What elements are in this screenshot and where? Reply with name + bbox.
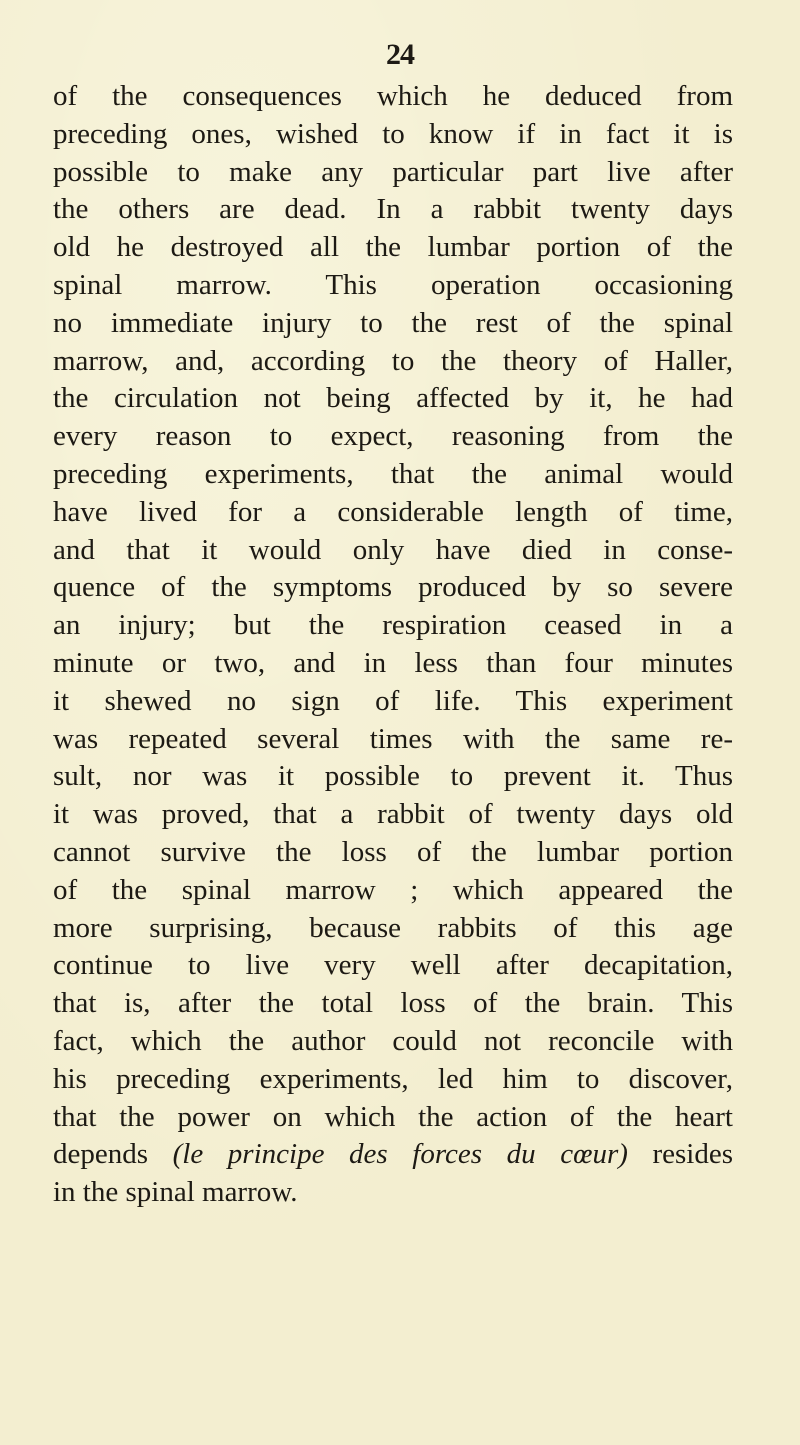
- text-segment: depends: [53, 1138, 173, 1171]
- text-line: minute or two, and in less than four minutes: [53, 646, 733, 679]
- text-line: preceding ones, wished to know if in fact it is: [53, 117, 733, 150]
- text-line: have lived for a considerable length of time,: [53, 495, 733, 528]
- text-line: spinal marrow. This operation occasioning: [53, 268, 733, 301]
- text-line: sult, nor was it possible to prevent it. Thus: [53, 760, 733, 793]
- text-line: the others are dead. In a rabbit twenty days: [53, 193, 733, 226]
- text-line: preceding experiments, that the animal would: [53, 457, 733, 490]
- text-line: was repeated several times with the same re-: [53, 722, 733, 755]
- text-line: it shewed no sign of life. This experiment: [53, 684, 733, 717]
- text-line-final: in the spinal marrow.: [53, 1176, 298, 1209]
- text-line: possible to make any particular part live after: [53, 155, 733, 188]
- text-line: cannot survive the loss of the lumbar portion: [53, 835, 733, 868]
- body-text: [53, 78, 733, 1212]
- text-line: continue to live very well after decapitation,: [53, 949, 733, 982]
- text-line: the circulation not being affected by it, he had: [53, 382, 733, 415]
- text-line: an injury; but the respiration ceased in a: [53, 609, 733, 642]
- text-line: that the power on which the action of the heart: [53, 1100, 733, 1133]
- text-line: it was proved, that a rabbit of twenty days old: [53, 798, 733, 831]
- text-line: and that it would only have died in conse-: [53, 533, 733, 566]
- text-line: marrow, and, according to the theory of Haller,: [53, 344, 733, 377]
- text-line: old he destroyed all the lumbar portion of the: [53, 231, 733, 264]
- text-line: of the spinal marrow ; which appeared the: [53, 873, 733, 906]
- text-line: his preceding experiments, led him to discover,: [53, 1062, 733, 1095]
- text-line: more surprising, because rabbits of this age: [53, 911, 733, 944]
- text-line: every reason to expect, reasoning from the: [53, 420, 733, 453]
- italic-french-phrase: (le principe des forces du cœur): [172, 1138, 628, 1171]
- text-line: quence of the symptoms produced by so severe: [53, 571, 733, 604]
- text-segment: resides: [627, 1138, 734, 1171]
- page-number: 24: [386, 38, 414, 71]
- text-line: fact, which the author could not reconcile with: [53, 1024, 733, 1057]
- text-line-with-italic: [53, 1136, 733, 1174]
- text-line: no immediate injury to the rest of the spinal: [53, 306, 733, 339]
- text-line: of the consequences which he deduced from: [53, 80, 733, 112]
- text-line: that is, after the total loss of the brain. This: [53, 987, 733, 1020]
